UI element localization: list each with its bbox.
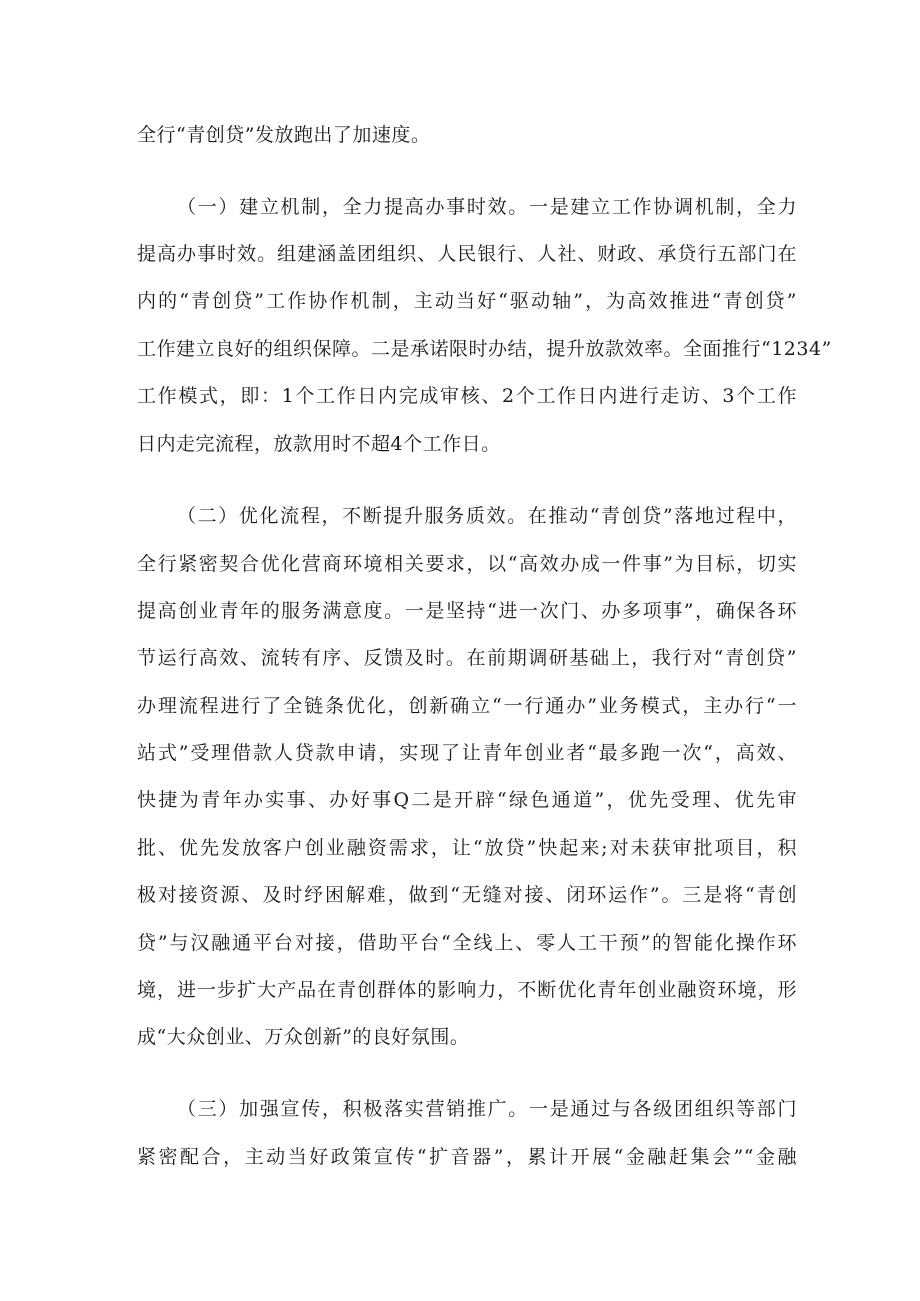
paragraph-line: 工作模式，即：1个工作日内完成审核、2个工作日内进行走访、3个工作 [137, 385, 797, 407]
paragraph-line: 内的“青创贷”工作协作机制，主动当好“驱动轴”，为高效推进“青创贷” [137, 290, 797, 312]
paragraph-line: 快捷为青年办实事、办好事Q二是开辟“绿色通道”，优先受理、优先审 [137, 789, 797, 811]
paragraph-line: 全行紧密契合优化营商环境相关要求，以“高效办成一件事”为目标，切实 [137, 553, 797, 575]
paragraph-line: （一）建立机制，全力提高办事时效。一是建立工作协调机制，全力 [177, 196, 797, 218]
paragraph-line: （二）优化流程，不断提升服务质效。在推动“青创贷”落地过程中， [177, 505, 797, 527]
paragraph-line: 提高办事时效。组建涵盖团组织、人民银行、人社、财政、承贷行五部门在 [137, 243, 797, 265]
paragraph-line: 全行“青创贷”发放跑出了加速度。 [137, 124, 431, 146]
paragraph-line: 成“大众创业、万众创新”的良好氛围。 [137, 1026, 470, 1048]
paragraph-line: 极对接资源、及时纾困解难，做到“无缝对接、闭环运作”。三是将“青创 [137, 884, 797, 906]
paragraph-line: 境，进一步扩大产品在青创群体的影响力，不断优化青年创业融资环境，形 [137, 979, 797, 1001]
paragraph-line: 紧密配合，主动当好政策宣传“扩音器”，累计开展“金融赶集会”“金融 [137, 1146, 797, 1168]
paragraph-line: 提高创业青年的服务满意度。一是坚持“进一次门、办多项事”，确保各环 [137, 600, 797, 622]
paragraph-line: 站式”受理借款人贷款申请，实现了让青年创业者“最多跑一次“，高效、 [137, 742, 797, 764]
paragraph-line: （三）加强宣传，积极落实营销推广。一是通过与各级团组织等部门 [177, 1098, 797, 1120]
paragraph-line: 贷”与汉融通平台对接，借助平台“全线上、零人工干预”的智能化操作环 [137, 932, 797, 954]
paragraph-line: 批、优先发放客户创业融资需求，让“放贷”快起来;对未获审批项目，积 [137, 837, 797, 859]
paragraph-line: 办理流程进行了全链条优化，创新确立“一行通办”业务模式，主办行“一 [137, 695, 797, 717]
paragraph-line: 节运行高效、流转有序、反馈及时。在前期调研基础上，我行对“青创贷” [137, 647, 797, 669]
paragraph-line: 日内走完流程，放款用时不超4个工作日。 [137, 433, 501, 455]
paragraph-line: 工作建立良好的组织保障。二是承诺限时办结，提升放款效率。全面推行“1234” [137, 338, 832, 360]
